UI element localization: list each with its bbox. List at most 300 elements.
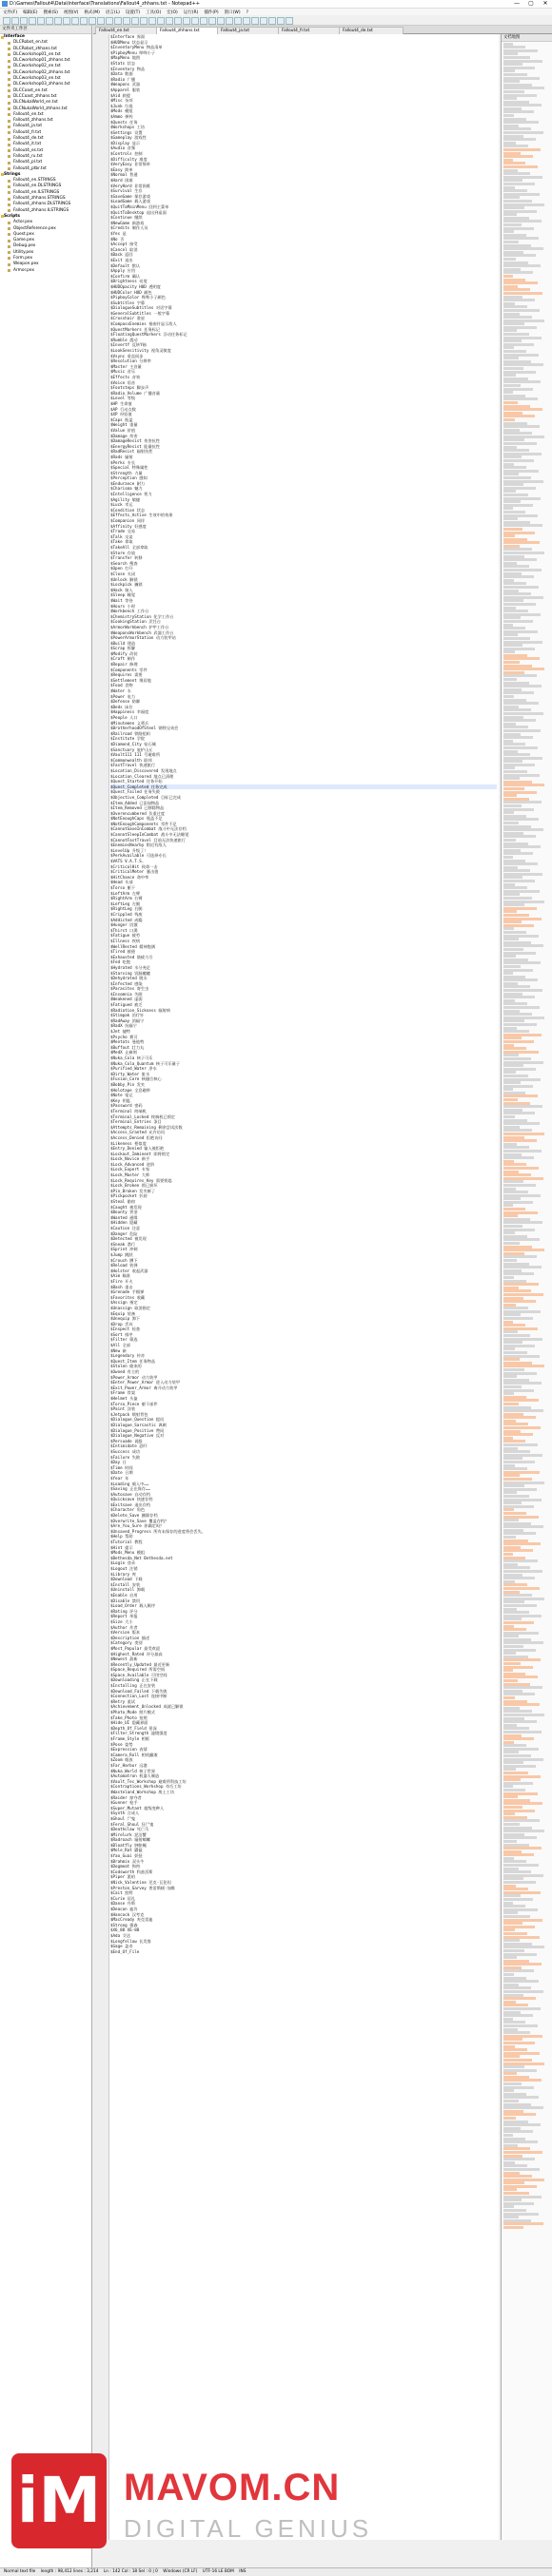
- code-line[interactable]: $LevelUp 升级了！: [110, 847, 148, 853]
- code-line[interactable]: $Transfer 转移: [110, 555, 143, 561]
- code-line[interactable]: $Nuka_Cola 核子可乐: [110, 1056, 153, 1060]
- code-line[interactable]: $Size 大小: [110, 1618, 133, 1624]
- toolbar-button[interactable]: [89, 17, 96, 25]
- code-line[interactable]: $Fed 吃饱: [110, 959, 130, 965]
- code-line[interactable]: $Caught 被发现: [110, 1204, 142, 1210]
- menu-item[interactable]: 运行(R): [183, 10, 199, 15]
- code-line[interactable]: $Equip 装备: [110, 1310, 136, 1316]
- code-line[interactable]: $Holotape 全息磁带: [110, 1087, 150, 1093]
- toolbar-button[interactable]: [106, 17, 113, 25]
- code-line[interactable]: $End_Of_File: [110, 1948, 140, 1954]
- menu-item[interactable]: ?: [246, 10, 248, 15]
- menu-item[interactable]: 插件(P): [204, 10, 219, 15]
- code-line[interactable]: $Interface 界面: [110, 34, 146, 39]
- code-line[interactable]: $Craft 制作: [110, 656, 136, 662]
- code-line[interactable]: $Item_Added 已添加物品: [110, 800, 160, 805]
- code-line[interactable]: $Ada 艾达: [110, 1932, 130, 1938]
- toolbar-button[interactable]: [243, 17, 250, 25]
- code-line[interactable]: $Enter_Power_Armor 进入动力装甲: [110, 1380, 181, 1385]
- code-line[interactable]: $Yes 是: [110, 230, 127, 236]
- code-line[interactable]: $Key 钥匙: [110, 1097, 130, 1103]
- tree-file[interactable]: DLCworkshop03_zhhans.txt: [0, 82, 91, 87]
- tree-file[interactable]: ObjectReference.pex: [0, 226, 91, 232]
- code-line[interactable]: $Affinity 好感度: [110, 523, 147, 529]
- code-line[interactable]: $Curie 居礼: [110, 1895, 136, 1901]
- code-line[interactable]: $Junk 垃圾: [110, 103, 133, 108]
- toolbar-button[interactable]: [11, 17, 19, 25]
- tree-file[interactable]: DLCCoast_en.txt: [0, 88, 91, 94]
- code-line[interactable]: $Beds 床位: [110, 704, 133, 709]
- code-line[interactable]: $Success 成功: [110, 1448, 141, 1454]
- tab-document[interactable]: Fallout4_en.txt: [95, 27, 160, 34]
- code-line[interactable]: $Loading 载入中……: [110, 1481, 149, 1486]
- code-line[interactable]: $Inspect 检查: [110, 1327, 141, 1332]
- code-line[interactable]: $Fatigue 疲劳: [110, 933, 141, 939]
- tree-folder[interactable]: Scripts: [0, 214, 91, 220]
- code-line[interactable]: $Display 显示: [110, 140, 141, 145]
- maximize-button[interactable]: ▢: [528, 0, 534, 7]
- code-line[interactable]: $Hint 提示: [110, 1544, 133, 1550]
- code-line[interactable]: $Strength 力量: [110, 470, 143, 475]
- code-line[interactable]: $Hard 困难: [110, 178, 133, 184]
- code-line[interactable]: $All 全部: [110, 1343, 130, 1348]
- code-line[interactable]: $Saving 正在保存……: [110, 1486, 150, 1492]
- code-line[interactable]: $Pose 姿势: [110, 1741, 133, 1747]
- code-line[interactable]: $GeneralSubtitles 一般字幕: [110, 310, 170, 316]
- code-line[interactable]: $Location_Discovered 发现地点: [110, 767, 177, 773]
- code-line[interactable]: $Caps 瓶盖: [110, 416, 133, 422]
- code-line[interactable]: $Note 笔记: [110, 1093, 133, 1098]
- code-line[interactable]: $Intimidate 恐吓: [110, 1443, 148, 1449]
- toolbar-button[interactable]: [3, 17, 10, 25]
- code-line[interactable]: $Wait 等待: [110, 597, 133, 603]
- code-line[interactable]: $Failure 失败: [110, 1454, 141, 1460]
- code-line[interactable]: $Preston_Garvey 普雷斯顿·加维: [110, 1885, 175, 1890]
- code-line[interactable]: $Radiation_Sickness 辐射病: [110, 1007, 170, 1013]
- code-line[interactable]: $Persuade 说服: [110, 1438, 143, 1443]
- code-line[interactable]: $Perks 专长: [110, 459, 136, 465]
- code-line[interactable]: $Diamond_City 钻石城: [110, 741, 156, 746]
- toolbar-button[interactable]: [37, 17, 45, 25]
- code-line[interactable]: $Retry 重试: [110, 1698, 136, 1704]
- code-line[interactable]: $XP 经验值: [110, 412, 132, 417]
- code-line[interactable]: $Contraptions_Workshop 奇巧工坊: [110, 1784, 182, 1790]
- code-line[interactable]: $Jump 跳跃: [110, 1251, 133, 1257]
- menu-item[interactable]: 宏(O): [167, 10, 178, 15]
- code-line[interactable]: $Helmet 头盔: [110, 1396, 138, 1401]
- code-line[interactable]: $Head 头部: [110, 880, 133, 885]
- code-line[interactable]: $Resolution 分辨率: [110, 358, 151, 364]
- code-line[interactable]: $Commonwealth 联邦: [110, 757, 152, 763]
- code-line[interactable]: $Help 帮助: [110, 1534, 133, 1540]
- code-line[interactable]: $Quest_Failed 任务失败: [110, 789, 161, 795]
- code-line[interactable]: $Overencumbered 负重过度: [110, 810, 166, 816]
- code-line[interactable]: $Condition 状态: [110, 507, 146, 513]
- code-line[interactable]: $Dogmeat 狗肉: [110, 1864, 141, 1869]
- code-line[interactable]: $Intelligence 智力: [110, 492, 152, 497]
- code-line[interactable]: $Hidden 隐藏: [110, 1220, 138, 1226]
- code-line[interactable]: $Caution 注意: [110, 1226, 141, 1230]
- toolbar-button[interactable]: [46, 17, 53, 25]
- code-line[interactable]: $Mirelurk 泥沼蟹: [110, 1831, 147, 1837]
- code-line[interactable]: $Food 食物: [110, 683, 133, 688]
- code-line[interactable]: $Exitsave 退出存档: [110, 1501, 150, 1507]
- code-line[interactable]: $Components 零件: [110, 667, 148, 672]
- toolbar-button[interactable]: [157, 17, 165, 25]
- menu-item[interactable]: 格式(M): [84, 10, 100, 15]
- code-line[interactable]: $Sprint 冲刺: [110, 1247, 138, 1252]
- code-line[interactable]: $Mods 模组: [110, 108, 133, 114]
- code-line[interactable]: $Weakened 虚弱: [110, 997, 143, 1002]
- code-line[interactable]: $Zoom 缩放: [110, 1757, 133, 1763]
- code-line[interactable]: $Fusion_Core 核融合核心: [110, 1076, 162, 1082]
- code-line[interactable]: $Continue 继续: [110, 215, 143, 221]
- code-line[interactable]: $QuitToMainMenu 回到主菜单: [110, 204, 169, 209]
- code-line[interactable]: $HUDOpacity HUD 透明度: [110, 283, 161, 289]
- code-line[interactable]: $Bethesda_Net Bethesda.net: [110, 1555, 173, 1560]
- code-line[interactable]: $Sneak 潜行: [110, 1241, 136, 1247]
- tree-file[interactable]: Fallout4_zhhans.STRINGS: [0, 196, 91, 202]
- tab-document[interactable]: Fallout4_ja.txt: [217, 27, 282, 34]
- code-line[interactable]: $Normal 普通: [110, 172, 138, 178]
- code-line[interactable]: $Vault111 111 号避难所: [110, 752, 161, 758]
- code-line[interactable]: $Stimpak 治疗针: [110, 1013, 145, 1018]
- toolbar-button[interactable]: [131, 17, 139, 25]
- code-line[interactable]: $Steal 偷窃: [110, 1199, 136, 1205]
- code-line[interactable]: $Feral_Ghoul 狂尸鬼: [110, 1821, 154, 1827]
- code-line[interactable]: $PowerArmorStation 动力装甲站: [110, 635, 176, 641]
- code-line[interactable]: $Railroad 铁路组织: [110, 730, 150, 736]
- toolbar-button[interactable]: [234, 17, 242, 25]
- code-line[interactable]: $Piper 派珀: [110, 1874, 136, 1880]
- code-line[interactable]: $Accept 接受: [110, 242, 138, 247]
- code-line[interactable]: $Lock_Novice 新手: [110, 1156, 150, 1162]
- code-line[interactable]: $Companion 同伴: [110, 518, 146, 524]
- code-line[interactable]: $Jetpack 喷射背包: [110, 1411, 148, 1417]
- code-line[interactable]: $Autosave 自动存档: [110, 1491, 150, 1497]
- code-line[interactable]: $Overwrite_Save 覆盖存档？: [110, 1518, 169, 1523]
- code-line[interactable]: $Audio 音频: [110, 145, 136, 151]
- code-line[interactable]: $Space_Available 可用空间: [110, 1672, 168, 1677]
- code-line[interactable]: $Torso_Piece 躯干部件: [110, 1401, 158, 1406]
- code-line[interactable]: $RadAway 消辐宁: [110, 1017, 145, 1023]
- code-line[interactable]: $Wasteland_Workshop 废土工坊: [110, 1789, 175, 1794]
- code-line[interactable]: $Data 数据: [110, 71, 133, 77]
- code-line[interactable]: $Frame 骨架: [110, 1390, 136, 1396]
- code-line[interactable]: $VeryHard 非常困难: [110, 183, 150, 188]
- tab-active[interactable]: Fallout4_zhhans.txt: [156, 27, 221, 34]
- code-line[interactable]: $Buffout 壮力丸: [110, 1044, 145, 1050]
- code-line[interactable]: $Crosshair 准星: [110, 316, 146, 321]
- code-line[interactable]: $Happiness 幸福度: [110, 709, 149, 715]
- code-line[interactable]: $Weight 重量: [110, 422, 138, 428]
- code-line[interactable]: $Sleep 睡觉: [110, 592, 136, 598]
- code-line[interactable]: $Super_Mutant 超级变种人: [110, 1805, 165, 1811]
- code-line[interactable]: $Build 建造: [110, 640, 136, 646]
- code-line[interactable]: $Power 电力: [110, 693, 136, 699]
- code-line[interactable]: $Tutorial 教程: [110, 1540, 143, 1545]
- menu-item[interactable]: 搜索(S): [43, 10, 58, 15]
- toolbar-button[interactable]: [166, 17, 173, 25]
- tree-file[interactable]: Fallout4_zhhans.DLSTRINGS: [0, 202, 91, 207]
- code-line[interactable]: $Terminal_Entries 条目: [110, 1119, 162, 1125]
- menu-item[interactable]: 窗口(W): [224, 10, 241, 15]
- code-line[interactable]: $MacCready 麦克雷迪: [110, 1917, 153, 1923]
- code-line[interactable]: $Luck 幸运: [110, 502, 133, 508]
- code-line[interactable]: $Cait 凯特: [110, 1890, 133, 1896]
- toolbar-button[interactable]: [183, 17, 190, 25]
- code-line[interactable]: $RadX 抗辐宁: [110, 1023, 137, 1029]
- code-line[interactable]: $Detected 被发现: [110, 1236, 147, 1242]
- code-line[interactable]: $Lock_Broken 锁已损坏: [110, 1183, 158, 1189]
- code-line[interactable]: $Location_Cleared 地点已清理: [110, 773, 174, 779]
- code-line[interactable]: $Aim 瞄准: [110, 1273, 130, 1279]
- code-line[interactable]: $Automatron 机器人制造: [110, 1773, 160, 1779]
- code-line[interactable]: $Deathclaw 死亡爪: [110, 1827, 149, 1832]
- code-line[interactable]: $Open 打开: [110, 566, 133, 571]
- code-line[interactable]: $Quest_Item 任务物品: [110, 1358, 156, 1364]
- code-line[interactable]: $Mods_Menu 模组: [110, 1550, 146, 1556]
- code-line[interactable]: $FloatingQuestMarkers 浮动任务标记: [110, 332, 187, 338]
- code-line[interactable]: $PipboyColor 哔哔小子颜色: [110, 295, 166, 300]
- code-line[interactable]: $Owned 有主的: [110, 1369, 140, 1375]
- code-line[interactable]: $Password 密码: [110, 1103, 143, 1109]
- toolbar-button[interactable]: [97, 17, 105, 25]
- code-line[interactable]: $Defense 防御: [110, 699, 141, 705]
- menu-item[interactable]: 视图(V): [63, 10, 79, 15]
- code-line[interactable]: $Hide_UI 隐藏界面: [110, 1720, 148, 1726]
- tree-file[interactable]: Utility.pex: [0, 250, 91, 256]
- code-line[interactable]: $CannotFastTravel 目前无法快速旅行: [110, 837, 186, 843]
- code-line[interactable]: $Inventory 物品: [110, 66, 146, 71]
- toolbar-button[interactable]: [191, 17, 199, 25]
- code-line[interactable]: $Bounty 赏金: [110, 1210, 138, 1215]
- code-line[interactable]: $EnemiesNearby 附近有敌人: [110, 843, 167, 848]
- tree-file[interactable]: Fallout4_pl.txt: [0, 160, 91, 165]
- code-line[interactable]: $Gameplay 游戏性: [110, 135, 147, 141]
- code-line[interactable]: $Load_Order 载入顺序: [110, 1603, 156, 1609]
- code-line[interactable]: $Starving 饥肠辘辘: [110, 970, 150, 976]
- tree-file[interactable]: Fallout4_de.txt: [0, 136, 91, 142]
- tree-file[interactable]: DLCRobot_zhhans.txt: [0, 47, 91, 52]
- code-line[interactable]: $Confirm 确认: [110, 273, 141, 279]
- code-line[interactable]: $Endurance 耐力: [110, 480, 146, 486]
- code-line[interactable]: $Objective_Completed 目标已完成: [110, 794, 181, 800]
- toolbar-button[interactable]: [54, 17, 62, 25]
- toolbar-button[interactable]: [123, 17, 130, 25]
- tree-file[interactable]: DLCCoast_zhhans.txt: [0, 94, 91, 100]
- code-line[interactable]: $Terminal_Locked 终端机已锁定: [110, 1114, 175, 1119]
- code-line[interactable]: $Controls 控制: [110, 151, 143, 157]
- tree-file[interactable]: Form.pex: [0, 256, 91, 261]
- code-line[interactable]: $Store 存放: [110, 550, 136, 555]
- code-line[interactable]: $Attempts_Remaining 剩余尝试次数: [110, 1124, 183, 1130]
- code-line[interactable]: $Paint 涂装: [110, 1406, 136, 1412]
- code-line[interactable]: $Radroach 辐射蟑螂: [110, 1837, 150, 1843]
- toolbar-button[interactable]: [226, 17, 233, 25]
- code-line[interactable]: $Crippled 残废: [110, 911, 143, 917]
- code-line[interactable]: $Cancel 取消: [110, 246, 138, 252]
- code-line[interactable]: $Delete_Save 删除存档: [110, 1513, 158, 1519]
- menu-item[interactable]: 文件(F): [3, 10, 18, 15]
- code-line[interactable]: $Aid 救援: [110, 92, 130, 98]
- code-line[interactable]: $Settings 设置: [110, 129, 143, 135]
- code-line[interactable]: $Default 默认: [110, 262, 141, 268]
- code-line[interactable]: $Credits 制作人员: [110, 225, 148, 231]
- code-line[interactable]: $Logout 注销: [110, 1566, 138, 1571]
- code-line[interactable]: $Filter_Strength 滤镜强度: [110, 1731, 168, 1736]
- code-line[interactable]: $Access_Granted 允许访问: [110, 1130, 166, 1135]
- code-line[interactable]: $Depth_Of_Field 景深: [110, 1725, 157, 1731]
- code-line[interactable]: $Mentats 曼他特: [110, 1039, 145, 1045]
- code-line[interactable]: $Filter 筛选: [110, 1337, 138, 1343]
- menu-item[interactable]: 设置(T): [125, 10, 141, 15]
- code-line[interactable]: $Brightness 亮度: [110, 279, 148, 284]
- menu-item[interactable]: 语言(L): [105, 10, 120, 15]
- code-line[interactable]: $Camera_Roll 相机翻滚: [110, 1752, 158, 1757]
- code-line[interactable]: $NewGame 新游戏: [110, 220, 145, 225]
- toolbar-button[interactable]: [140, 17, 148, 25]
- code-line[interactable]: $Install 安装: [110, 1581, 141, 1587]
- code-line[interactable]: $Exit_Power_Armor 离开动力装甲: [110, 1385, 178, 1390]
- code-line[interactable]: $Sort 排序: [110, 1331, 133, 1337]
- code-line[interactable]: $RightLeg 右腿: [110, 906, 143, 912]
- toolbar-button[interactable]: [217, 17, 225, 25]
- tree-file[interactable]: Fallout4_ru.txt: [0, 154, 91, 160]
- code-line[interactable]: $DamageResist 伤害抗性: [110, 438, 161, 444]
- toolbar-button[interactable]: [29, 17, 36, 25]
- code-line[interactable]: $Hours 小时: [110, 603, 136, 609]
- code-line[interactable]: $Login 登录: [110, 1560, 136, 1566]
- tree-file[interactable]: Game.pex: [0, 238, 91, 243]
- code-line[interactable]: $Time 时间: [110, 1464, 133, 1470]
- code-line[interactable]: $LoadGame 载入游戏: [110, 199, 150, 204]
- code-line[interactable]: $Sanctuary 庇护山丘: [110, 746, 153, 752]
- code-line[interactable]: $Take_Photo 拍照: [110, 1714, 148, 1720]
- code-line[interactable]: $Tired 疲倦: [110, 949, 136, 955]
- code-line[interactable]: $X6_88 X6-88: [110, 1927, 140, 1933]
- toolbar-button[interactable]: [268, 17, 276, 25]
- code-line[interactable]: $Quests 任务: [110, 119, 138, 125]
- code-line[interactable]: $Special 特殊属性: [110, 465, 148, 471]
- code-line[interactable]: $Bloatfly 肿胀蝇: [110, 1842, 147, 1848]
- code-line[interactable]: $Fire 开火: [110, 1278, 133, 1284]
- toolbar-button[interactable]: [277, 17, 285, 25]
- code-line[interactable]: $Charisma 魅力: [110, 486, 143, 492]
- code-line[interactable]: $NotEnoughComponents 零件不足: [110, 821, 177, 826]
- toolbar-button[interactable]: [174, 17, 182, 25]
- code-line[interactable]: $FastTravel 快速旅行: [110, 763, 156, 768]
- code-line[interactable]: $Rumble 震动: [110, 337, 138, 342]
- code-line[interactable]: $Holster 收起武器: [110, 1268, 148, 1273]
- code-line[interactable]: $Grenade 手榴弹: [110, 1289, 145, 1295]
- code-line[interactable]: $Nuka_Cola_Quantum 核子可乐量子: [110, 1060, 181, 1066]
- code-line[interactable]: $RadResist 辐射抗性: [110, 449, 153, 455]
- code-line[interactable]: $Hancock 汉考克: [110, 1911, 145, 1917]
- code-line[interactable]: $Gage 盖奇: [110, 1944, 133, 1949]
- tree-file[interactable]: Fallout4_it.txt: [0, 142, 91, 147]
- code-line[interactable]: $VATS V.A.T.S.: [110, 859, 145, 864]
- code-line[interactable]: $LookSensitivity 视角灵敏度: [110, 348, 171, 354]
- code-area[interactable]: [110, 34, 497, 1981]
- tree-file[interactable]: Fallout4_zhhans.txt: [0, 118, 91, 124]
- code-line[interactable]: $EnergyResist 能量抗性: [110, 443, 161, 449]
- code-line[interactable]: $Synth 合成人: [110, 1811, 140, 1816]
- code-line[interactable]: $Footsteps 脚步声: [110, 385, 149, 391]
- tree-file[interactable]: DLCworkshop01_en.txt: [0, 52, 91, 58]
- tree-folder[interactable]: Interface: [0, 34, 91, 40]
- code-line[interactable]: $ChemistryStation 化学工作台: [110, 613, 174, 619]
- code-line[interactable]: $Trade 交易: [110, 529, 136, 534]
- code-line[interactable]: $CookingStation 烹饪台: [110, 619, 161, 625]
- code-line[interactable]: $NotEnoughCaps 瓶盖不足: [110, 816, 163, 822]
- code-line[interactable]: $DialogueSubtitles 对话字幕: [110, 305, 172, 311]
- code-line[interactable]: $Radio 广播: [110, 76, 136, 82]
- code-line[interactable]: $CriticalMeter 暴击值: [110, 869, 159, 875]
- code-line[interactable]: $Dialogue_Question 提问: [110, 1417, 165, 1423]
- code-line[interactable]: $No 否: [110, 236, 125, 242]
- code-line[interactable]: $Deacon 迪肯: [110, 1907, 138, 1911]
- code-line[interactable]: $CompassEnemies 指南针显示敌人: [110, 321, 177, 327]
- code-line[interactable]: $Lock_Master 大师: [110, 1172, 150, 1178]
- code-line[interactable]: $VeryEasy 非常简单: [110, 162, 150, 167]
- code-line[interactable]: $Hunger 饥饿: [110, 922, 138, 928]
- code-line[interactable]: $Lock_Expert 专家: [110, 1167, 150, 1172]
- tree-file[interactable]: Fallout4_en.ILSTRINGS: [0, 190, 91, 196]
- code-line[interactable]: $Requires 需要: [110, 672, 143, 678]
- code-line[interactable]: $BrotherhoodOfSteel 钢铁兄弟会: [110, 726, 179, 731]
- code-line[interactable]: $Quicksave 快速存档: [110, 1497, 153, 1502]
- code-line[interactable]: $Yao_Guai 妖怪: [110, 1853, 143, 1859]
- code-line[interactable]: $Back 返回: [110, 252, 133, 258]
- code-line[interactable]: $Institute 学院: [110, 736, 146, 742]
- code-line[interactable]: $Codsworth 科兹沃斯: [110, 1869, 153, 1874]
- code-line[interactable]: $Day 日: [110, 1460, 127, 1465]
- code-line[interactable]: $Parasites 寄生虫: [110, 986, 149, 992]
- tree-file[interactable]: Quest.pex: [0, 232, 91, 238]
- code-line[interactable]: $HitChance 命中率: [110, 874, 149, 880]
- code-line[interactable]: $Quest_Started 任务开始: [110, 779, 163, 784]
- code-line[interactable]: $MedX 止痛剂: [110, 1050, 137, 1056]
- code-line[interactable]: $Dirty_Water 脏水: [110, 1071, 150, 1076]
- code-line[interactable]: $Lock_Requires_Key 需要钥匙: [110, 1177, 172, 1183]
- code-line[interactable]: $Torso 躯干: [110, 885, 136, 890]
- code-line[interactable]: $Pin_Broken 发夹断了: [110, 1188, 156, 1193]
- code-line[interactable]: $Easy 简单: [110, 166, 133, 172]
- tree-file[interactable]: Fallout4_es.txt: [0, 148, 91, 154]
- code-line[interactable]: $Dialogue_Negative 反对: [110, 1433, 165, 1439]
- code-line[interactable]: $Weapons 武器: [110, 82, 141, 87]
- tree-folder[interactable]: Strings: [0, 172, 91, 178]
- code-line[interactable]: $Bobby_Pin 发夹: [110, 1081, 146, 1087]
- code-line[interactable]: $Power_Armor 动力装甲: [110, 1374, 158, 1380]
- code-line[interactable]: $Insomnia 失眠: [110, 991, 143, 997]
- menu-item[interactable]: 工具(O): [146, 10, 162, 15]
- code-line[interactable]: $Terminal 终端机: [110, 1108, 147, 1114]
- document-map-panel[interactable]: [501, 34, 552, 2540]
- code-line[interactable]: $Jet 捷特: [110, 1029, 130, 1035]
- code-line[interactable]: $RightArm 右臂: [110, 896, 143, 901]
- code-line[interactable]: $Rads 辐射: [110, 454, 133, 459]
- code-line[interactable]: $Radio_Volume 广播音量: [110, 390, 161, 396]
- menu-item[interactable]: 编辑(E): [23, 10, 38, 15]
- code-line[interactable]: $SaveGame 保存游戏: [110, 193, 150, 199]
- code-line[interactable]: $Wanted 通缉: [110, 1214, 138, 1220]
- code-line[interactable]: $Connection_Lost 连接中断: [110, 1694, 168, 1699]
- code-line[interactable]: $Far_Harbor 远港: [110, 1762, 148, 1768]
- code-line[interactable]: $Workshops 工坊: [110, 125, 146, 130]
- code-line[interactable]: $LeftLeg 左腿: [110, 901, 141, 906]
